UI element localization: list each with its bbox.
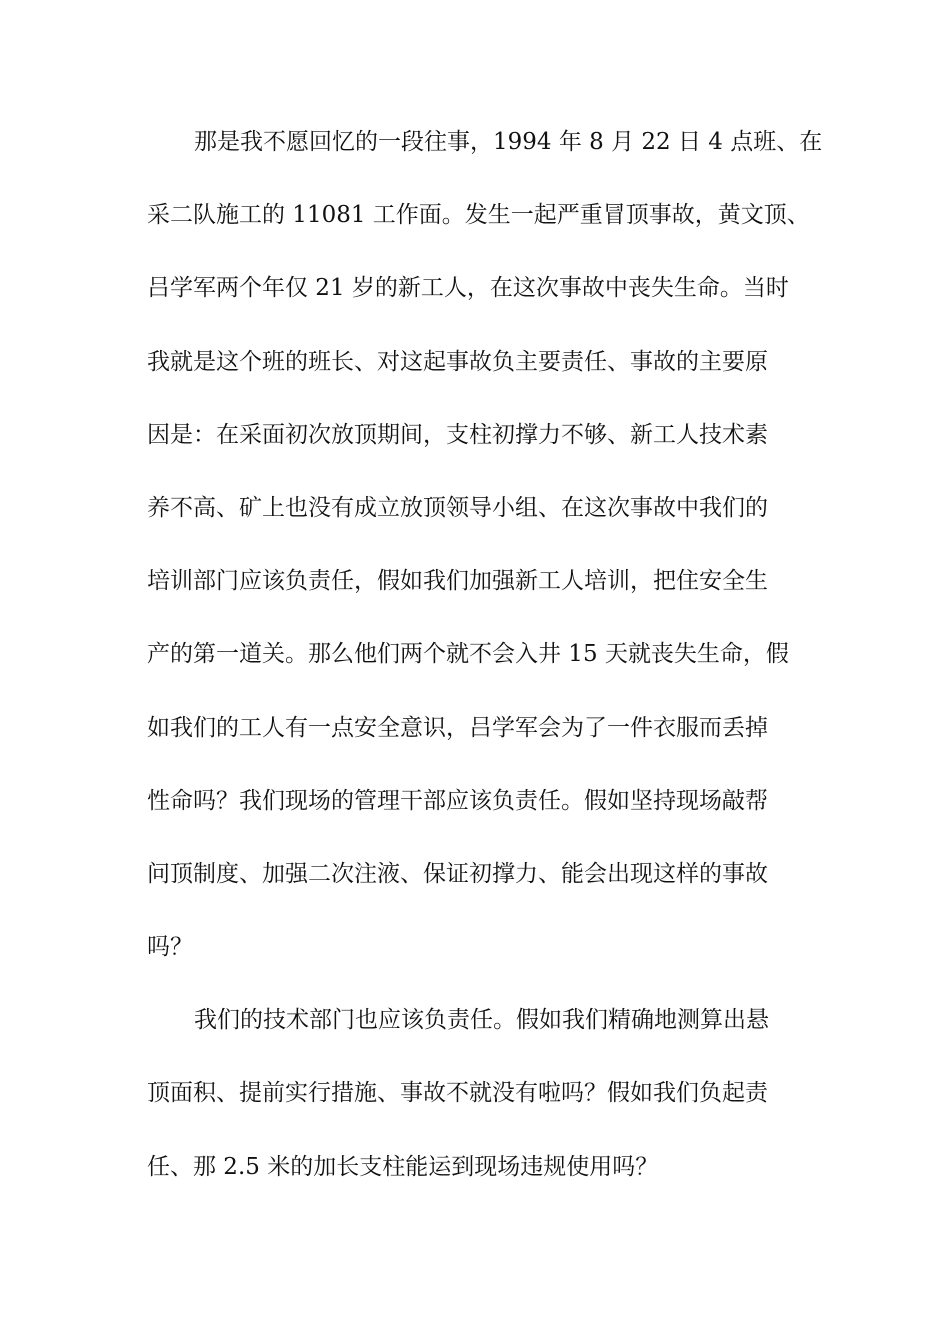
paragraph-2-line-1: 我们的技术部门也应该负责任。假如我们精确地测算出悬 [194,1007,769,1034]
paragraph-1-line-9: 如我们的工人有一点安全意识，吕学军会为了一件衣服而丢掉 [147,714,768,741]
paragraph-1-line-7: 培训部门应该负责任，假如我们加强新工人培训，把住安全生 [147,568,768,595]
paragraph-1-line-8: 产的第一道关。那么他们两个就不会入井 15 天就丧失生命，假 [147,641,789,668]
paragraph-1-line-3: 吕学军两个年仅 21 岁的新工人，在这次事故中丧失生命。当时 [147,275,789,302]
paragraph-1-line-11: 问顶制度、加强二次注液、保证初撑力、能会出现这样的事故 [147,860,768,887]
paragraph-1-line-1: 那是我不愿回忆的一段往事，1994 年 8 月 22 日 4 点班、在 [194,129,823,155]
paragraph-1-line-4: 我就是这个班的班长、对这起事故负主要责任、事故的主要原 [147,348,768,375]
paragraph-1-line-6: 养不高、矿上也没有成立放顶领导小组、在这次事故中我们的 [147,494,768,521]
paragraph-1-line-5: 因是：在采面初次放顶期间，支柱初撑力不够、新工人技术素 [147,421,768,448]
paragraph-2-line-3: 任、那 2.5 米的加长支柱能运到现场违规使用吗？ [147,1153,659,1180]
paragraph-2-line-2: 顶面积、提前实行措施、事故不就没有啦吗？假如我们负起责 [147,1080,768,1107]
document-body [147,129,823,1228]
paragraph-1-line-10: 性命吗？我们现场的管理干部应该负责任。假如坚持现场敲帮 [147,787,768,814]
paragraph-1-line-2: 采二队施工的 11081 工作面。发生一起严重冒顶事故，黄文顶、 [147,202,810,229]
paragraph-1-line-12: 吗？ [147,934,193,961]
